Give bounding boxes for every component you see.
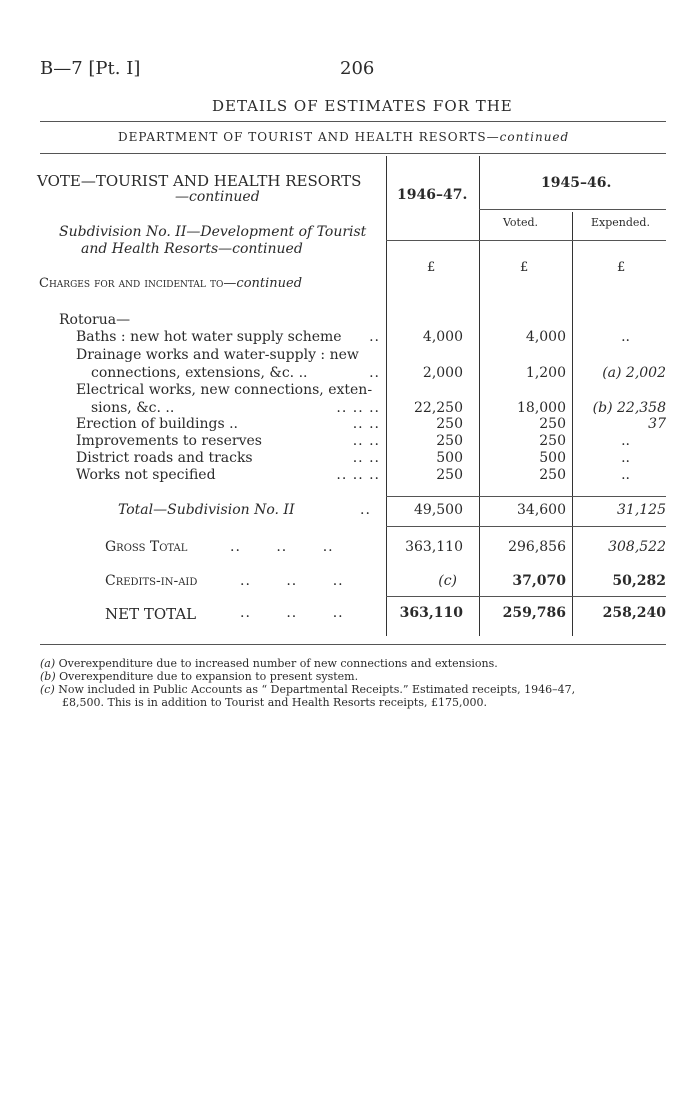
credits-expended: 50,282 [612, 573, 666, 589]
location-label: Rotorua— [59, 312, 131, 328]
table-top-rule [40, 153, 666, 154]
footnote [40, 683, 575, 696]
row-dots: .. [369, 365, 380, 381]
row-expended-1945: .. [621, 467, 630, 483]
credits-label: Credits-in-aid [105, 573, 198, 589]
row-label: Improvements to reserves [76, 433, 262, 449]
row-label: Works not specified [76, 467, 216, 483]
total-subdivision-est: 49,500 [414, 502, 463, 518]
gross-total-label: Gross Total [105, 539, 188, 555]
total-subdivision-label: Total—Subdivision No. II [118, 502, 295, 518]
vote-continued: —continued [175, 189, 260, 205]
row-label: District roads and tracks [76, 450, 253, 466]
row-expended-1945: (a) 2,002 [602, 365, 666, 381]
row-dots: .. [369, 329, 380, 345]
row-estimate-1946: 4,000 [422, 329, 463, 345]
page-code: B—7 [Pt. I] [40, 58, 141, 79]
row-expended-1945: 37 [648, 416, 666, 432]
row-voted-1945: 4,000 [525, 329, 566, 345]
row-voted-1945: 250 [539, 416, 566, 432]
col-header-1946: 1946–47. [397, 187, 468, 203]
column-header-rule [386, 240, 666, 241]
gross-total-voted: 296,856 [508, 539, 566, 555]
currency-1946: £ [427, 260, 436, 275]
row-voted-1945: 250 [539, 467, 566, 483]
subtotal-rule [386, 496, 666, 497]
footnote [40, 670, 358, 683]
row-dots: .. .. .. [336, 467, 380, 483]
table-bottom-rule [40, 644, 666, 645]
row-label: Drainage works and water-supply : new [76, 347, 359, 363]
row-label: connections, extensions, &c. .. [91, 365, 308, 381]
footnote-text: Overexpenditure due to increased number of new connections and extensions. [58, 657, 498, 670]
department-continued: continued [499, 130, 570, 144]
row-dots: .. .. [352, 416, 380, 432]
net-total-label: NET TOTAL [105, 605, 197, 623]
row-label: sions, &c. .. [91, 400, 175, 416]
row-dots: .. .. [352, 433, 380, 449]
footnote-mark: (c) [40, 683, 55, 696]
total-subdivision-dots: .. [360, 502, 371, 518]
charges-label: Charges for and incidental to— [39, 276, 237, 291]
row-voted-1945: 18,000 [517, 400, 566, 416]
row-estimate-1946: 2,000 [422, 365, 463, 381]
total-subdivision-expended: 31,125 [617, 502, 666, 518]
footnote-mark: (b) [40, 670, 56, 683]
net-total-est: 363,110 [399, 605, 463, 621]
credits-est: (c) [438, 573, 457, 589]
row-label: Baths : new hot water supply scheme [76, 329, 342, 345]
row-estimate-1946: 22,250 [414, 400, 463, 416]
subdivision-heading-1: Subdivision No. II—Development of Tourist [59, 224, 367, 240]
net-total-expended: 258,240 [602, 605, 666, 621]
row-dots: .. .. [352, 450, 380, 466]
subdivision-heading-2: and Health Resorts—continued [81, 241, 303, 257]
row-estimate-1946: 250 [436, 433, 463, 449]
col-header-expended: Expended. [591, 216, 650, 229]
net-total-voted: 259,786 [502, 605, 566, 621]
footnote-text: £8,500. This is in addition to Tourist and Health Resorts receipts, £175,000. [62, 696, 487, 709]
total-subdivision-voted: 34,600 [517, 502, 566, 518]
gross-total-est: 363,110 [405, 539, 463, 555]
net-total-dots: .. .. .. [240, 605, 344, 621]
row-label: Erection of buildings .. [76, 416, 238, 432]
gross-total-dots: .. .. .. [230, 539, 334, 555]
sub-header-rule [479, 209, 666, 210]
row-expended-1945: .. [621, 433, 630, 449]
row-expended-1945: .. [621, 329, 630, 345]
charges-continued: continued [236, 276, 303, 291]
row-estimate-1946: 250 [436, 467, 463, 483]
department-name: DEPARTMENT OF TOURIST AND HEALTH RESORTS— [118, 130, 500, 144]
row-label: Electrical works, new connections, exten- [76, 382, 373, 398]
header-rule [40, 121, 666, 122]
page-number: 206 [340, 58, 375, 79]
credits-dots: .. .. .. [240, 573, 344, 589]
col-header-voted: Voted. [503, 216, 539, 229]
department-title [118, 130, 569, 144]
column-rule-1 [386, 156, 387, 636]
footnote-mark: (a) [40, 657, 56, 670]
row-voted-1945: 500 [539, 450, 566, 466]
row-voted-1945: 1,200 [525, 365, 566, 381]
credits-voted: 37,070 [512, 573, 566, 589]
row-dots: .. .. .. [336, 400, 380, 416]
row-estimate-1946: 250 [436, 416, 463, 432]
footnote-text: Overexpenditure due to expansion to present system. [59, 670, 359, 683]
row-expended-1945: .. [621, 450, 630, 466]
footnote [40, 657, 498, 670]
currency-voted: £ [520, 260, 529, 275]
charges-heading [39, 276, 302, 291]
net-total-rule [386, 596, 666, 597]
currency-expended: £ [617, 260, 626, 275]
col-header-1945: 1945–46. [541, 175, 612, 191]
footnote-text: Now included in Public Accounts as “ Departmental Receipts.” Estimated receipts, 1946–47, [58, 683, 576, 696]
page-title: DETAILS OF ESTIMATES FOR THE [212, 97, 513, 115]
row-voted-1945: 250 [539, 433, 566, 449]
footnote [62, 696, 487, 709]
vote-title: VOTE—TOURIST AND HEALTH RESORTS [37, 172, 362, 190]
row-expended-1945: (b) 22,358 [592, 400, 666, 416]
subtotal-rule-bottom [386, 526, 666, 527]
row-estimate-1946: 500 [436, 450, 463, 466]
column-rule-2 [479, 156, 480, 636]
gross-total-expended: 308,522 [608, 539, 666, 555]
